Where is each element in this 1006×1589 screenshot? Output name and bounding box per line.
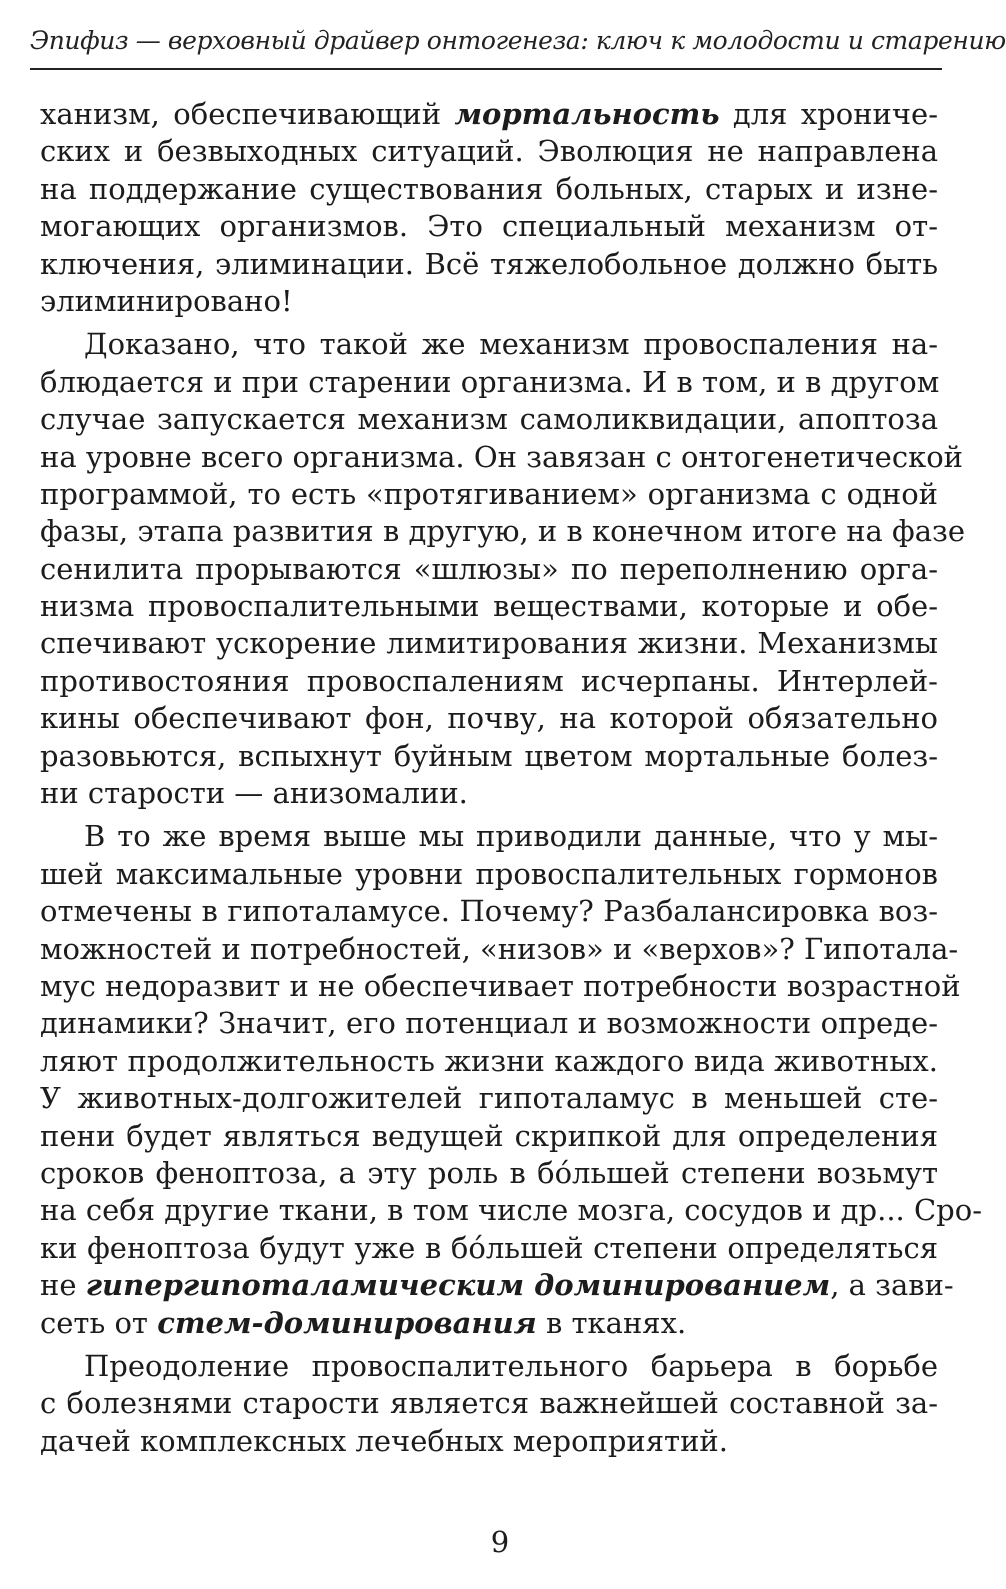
text-run: на себя другие ткани, в том числе мозга, сосудов и др... Сро- (40, 1193, 982, 1228)
text-run: блюдается и при старении организма. И в том, и в другом (40, 364, 940, 399)
text-line (40, 856, 938, 893)
text-line (40, 283, 938, 320)
text-run: мус недоразвит и не обеспечивает потребности возрастной (40, 968, 961, 1003)
text-line (40, 738, 938, 775)
text-run: сеть от (40, 1305, 158, 1340)
text-run: ских и безвыходных ситуаций. Эволюция не направлена (40, 134, 938, 169)
text-run: можностей и потребностей, «низов» и «верхов»? Гипотала- (40, 931, 959, 966)
text-line (40, 1192, 982, 1229)
text-run: У животных-долгожителей гипоталамус в меньшей сте- (40, 1081, 938, 1116)
text-run: низма провоспалительными веществами, которые и обе- (40, 589, 938, 624)
text-run: не (40, 1268, 86, 1303)
text-line (40, 1043, 938, 1080)
text-run: ключения, элиминации. Всё тяжелобольное должно быть (40, 246, 938, 281)
paragraph-p1 (40, 96, 938, 320)
text-line (40, 968, 961, 1005)
text-line (40, 208, 938, 245)
text-line (40, 1118, 938, 1155)
text-line (40, 1305, 938, 1342)
text-run: могающих организмов. Это специальный механизм от- (40, 209, 938, 244)
emphasized-term: мортальность (454, 97, 720, 131)
text-run: фазы, этапа развития в другую, и в конечном итоге на фазе (40, 514, 966, 549)
text-run: шей максимальные уровни провоспалительных гормонов (40, 856, 938, 891)
text-line (40, 551, 938, 588)
text-line (40, 1267, 954, 1304)
text-run: сроков феноптоза, а эту роль в бóльшей степени возьмут (40, 1155, 938, 1190)
text-run: спечивают ускорение лимитирования жизни. Механизмы (40, 626, 938, 661)
text-line (40, 171, 938, 208)
text-run: случае запускается механизм самоликвидации, апоптоза (40, 402, 938, 437)
text-run: пени будет являться ведущей скрипкой для определения (40, 1118, 938, 1153)
text-run: ляют продолжительность жизни каждого вида животных. (40, 1043, 938, 1078)
text-run: на уровне всего организма. Он завязан с онтогенетической (40, 439, 963, 474)
text-line (40, 1423, 938, 1460)
text-run: ки феноптоза будут уже в бóльшей степени определяться (40, 1230, 938, 1265)
emphasized-term: стем-доминирования (157, 1305, 537, 1340)
body-text (40, 96, 982, 1460)
text-line (40, 133, 938, 170)
text-run: , а зави- (830, 1268, 954, 1303)
text-line (40, 439, 963, 476)
text-run: элиминировано! (40, 283, 293, 318)
text-line (40, 663, 938, 700)
text-line (40, 818, 938, 855)
text-run: на поддержание существования больных, старых и изне- (40, 171, 938, 206)
text-run: ни старости — анизомалии. (40, 776, 468, 811)
text-run: Доказано, что такой же механизм провоспаления на- (84, 327, 938, 362)
text-line (40, 476, 938, 513)
emphasized-term: гипергипоталамическим доминированием (85, 1268, 831, 1303)
text-run: в тканях. (536, 1305, 687, 1340)
text-line (40, 893, 938, 930)
text-line (40, 1230, 938, 1267)
text-line (40, 1080, 938, 1117)
text-run: с болезнями старости является важнейшей составной за- (40, 1386, 938, 1421)
text-run: для хрониче- (719, 97, 938, 131)
text-line (40, 588, 938, 625)
text-line (40, 326, 938, 363)
page-number: 9 (490, 1525, 510, 1559)
text-run: сенилита прорываются «шлюзы» по переполнению орга- (40, 551, 938, 586)
text-line (40, 1348, 938, 1385)
text-run: В то же время выше мы приводили данные, что у мы- (84, 819, 938, 854)
text-line (40, 513, 966, 550)
header-rule (30, 68, 942, 70)
text-run: кины обеспечивают фон, почву, на которой обязательно (40, 701, 938, 736)
text-run: динамики? Значит, его потенциал и возможности опреде- (40, 1006, 938, 1041)
paragraph-p3 (40, 818, 982, 1341)
text-run: разовьются, вспыхнут буйным цветом мортальные болез- (40, 738, 938, 773)
paragraph-p4 (40, 1348, 938, 1460)
paragraph-p2 (40, 326, 966, 812)
text-run: дачей комплексных лечебных мероприятий. (40, 1423, 728, 1458)
text-line (40, 96, 938, 133)
text-line (40, 1155, 938, 1192)
text-line (40, 931, 959, 968)
text-line (40, 1385, 938, 1422)
text-line (40, 775, 938, 812)
text-line (40, 401, 938, 438)
text-line (40, 364, 938, 401)
text-line (40, 625, 938, 662)
text-run: Преодоление провоспалительного барьера в борьбе (84, 1348, 938, 1383)
text-run: противостояния провоспалениям исчерпаны. Интерлей- (40, 663, 938, 698)
text-run: программой, то есть «протягиванием» организма с одной (40, 476, 938, 511)
text-line (40, 700, 938, 737)
running-head: Эпифиз — верховный драйвер онтогенеза: ключ к молодости и старению (30, 26, 1006, 55)
text-run: отмечены в гипоталамусе. Почему? Разбалансировка воз- (40, 894, 938, 929)
text-run: ханизм, обеспечивающий (40, 97, 455, 131)
text-line (40, 1005, 938, 1042)
text-line (40, 246, 938, 283)
